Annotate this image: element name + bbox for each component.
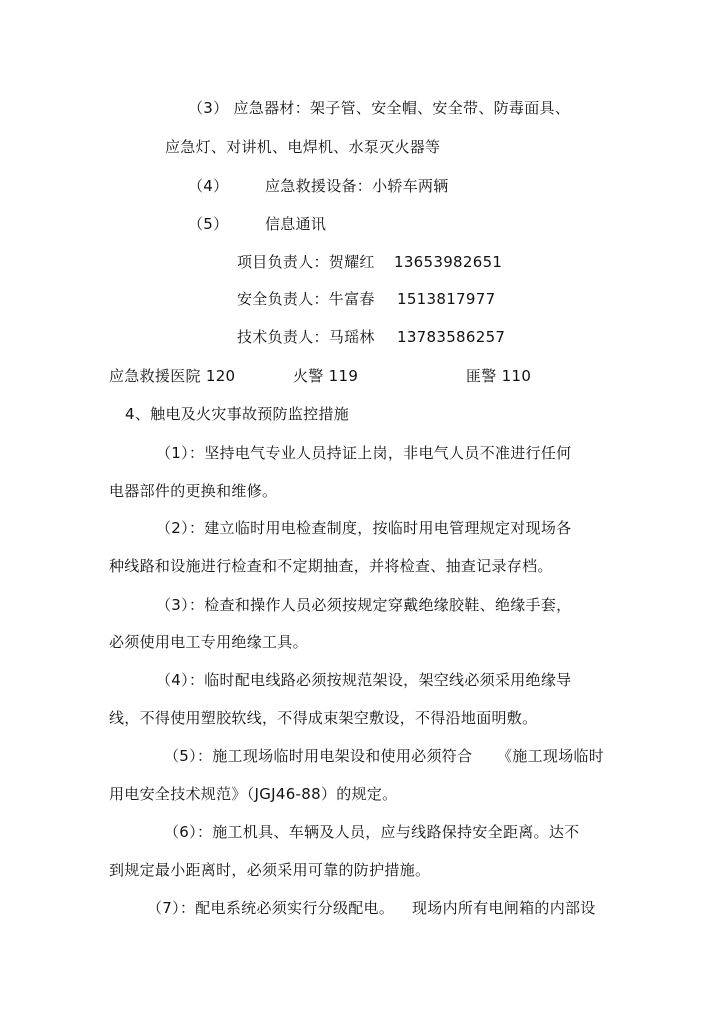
text-line: （5） [188, 215, 229, 233]
text-line: （1）：坚持电气专业人员持证上岗，非电气人员不准进行任何 [156, 444, 572, 462]
emergency-fire: 火警 119 [293, 367, 359, 385]
emergency-police: 匪警 110 [466, 367, 532, 385]
text-line: （2）：建立临时用电检查制度，按临时用电管理规定对现场各 [156, 519, 572, 537]
contact-phone: 1513817977 [397, 290, 496, 308]
text-line: 必须使用电工专用绝缘工具。 [109, 633, 308, 651]
contact-phone: 13783586257 [397, 328, 506, 346]
text-line: （3）：检查和操作人员必须按规定穿戴绝缘胶鞋、绝缘手套， [156, 596, 572, 614]
text-line: （3） 应急器材：架子管、安全帽、安全带、防毒面具、 [188, 99, 571, 117]
text-line: 种线路和设施进行检查和不定期抽查，并将检查、抽查记录存档。 [109, 557, 553, 575]
contact-label: 安全负责人：牛富春 [237, 290, 375, 308]
text-line: 信息通讯 [265, 215, 327, 233]
text-line: 现场内所有电闸箱的内部设 [412, 899, 596, 917]
text-line: （4） [188, 177, 229, 195]
text-line: 应急灯、对讲机、电焊机、水泵灭火器等 [165, 138, 441, 156]
text-line: （6）：施工机具、车辆及人员，应与线路保持安全距离。达不 [164, 823, 580, 841]
emergency-hospital: 应急救援医院 120 [109, 367, 236, 385]
text-line: 用电安全技术规范》（JGJ46-88）的规定。 [109, 785, 398, 803]
text-line: 应急救援设备：小轿车两辆 [265, 177, 449, 195]
text-line: 到规定最小距离时，必须采用可靠的防护措施。 [109, 861, 431, 879]
text-line: （7）：配电系统必须实行分级配电。 [147, 899, 395, 917]
contact-label: 技术负责人：马瑶林 [237, 328, 375, 346]
contact-phone: 13653982651 [394, 253, 503, 271]
text-line: （5）：施工现场临时用电架设和使用必须符合 [164, 747, 473, 765]
text-line: 《施工现场临时 [497, 747, 605, 765]
section-heading: 4、触电及火灾事故预防监控措施 [125, 405, 350, 423]
text-line: 电器部件的更换和维修。 [109, 482, 278, 500]
contact-label: 项目负责人：贺耀红 [237, 253, 375, 271]
text-line: （4）：临时配电线路必须按规范架设，架空线必须采用绝缘导 [156, 671, 572, 689]
text-line: 线，不得使用塑胶软线，不得成束架空敷设，不得沿地面明敷。 [109, 709, 538, 727]
